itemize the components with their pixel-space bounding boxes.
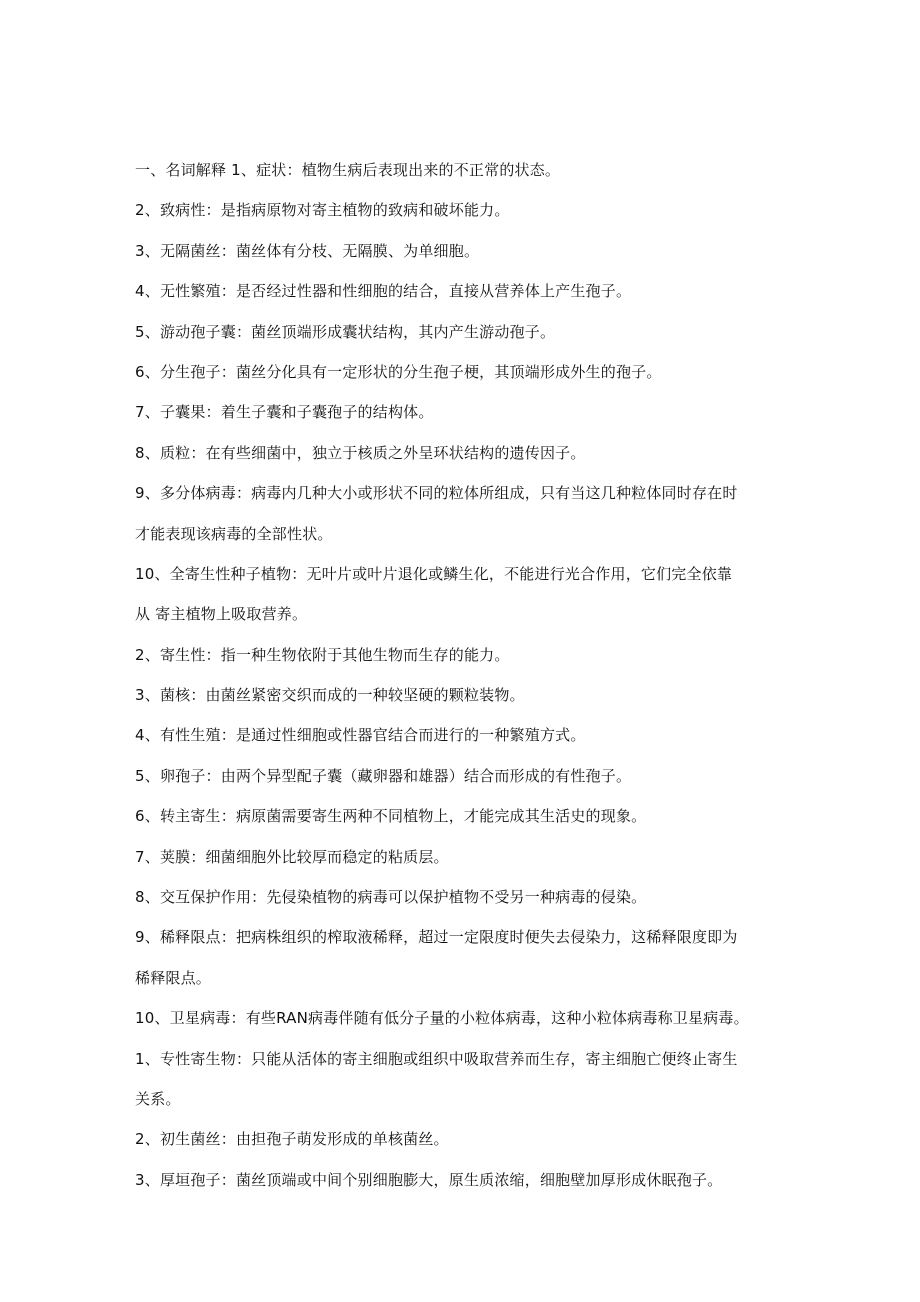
- text-line: 3、无隔菌丝：菌丝体有分枝、无隔膜、为单细胞。: [135, 241, 480, 260]
- text-line: 9、稀释限点：把病株组织的榨取液稀释，超过一定限度时便失去侵染力，这稀释限度即为: [135, 928, 738, 947]
- text-line: 3、厚垣孢子：菌丝顶端或中间个别细胞膨大，原生质浓缩，细胞壁加厚形成休眠孢子。: [135, 1170, 723, 1189]
- text-line: 2、寄生性：指一种生物依附于其他生物而生存的能力。: [135, 645, 510, 664]
- text-line: 5、卵孢子：由两个异型配子囊（藏卵器和雄器）结合而形成的有性孢子。: [135, 766, 632, 785]
- text-line: 才能表现该病毒的全部性状。: [135, 524, 333, 543]
- text-line: 9、多分体病毒：病毒内几种大小或形状不同的粒体所组成，只有当这几种粒体同时存在时: [135, 484, 738, 503]
- text-line: 关系。: [135, 1089, 181, 1108]
- text-line: 8、质粒：在有些细菌中，独立于核质之外呈环状结构的遗传因子。: [135, 443, 586, 462]
- text-line: 6、分生孢子：菌丝分化具有一定形状的分生孢子梗，其顶端形成外生的孢子。: [135, 362, 662, 381]
- text-line: 6、转主寄生：病原菌需要寄生两种不同植物上，才能完成其生活史的现象。: [135, 807, 647, 826]
- text-line: 7、荚膜：细菌细胞外比较厚而稳定的粘质层。: [135, 847, 449, 866]
- text-line: 2、初生菌丝：由担孢子萌发形成的单核菌丝。: [135, 1130, 449, 1149]
- text-line: 3、菌核：由菌丝紧密交织而成的一种较坚硬的颗粒装物。: [135, 686, 525, 705]
- text-line: 7、子囊果：着生子囊和子囊孢子的结构体。: [135, 403, 434, 422]
- text-line: 5、游动孢子囊：菌丝顶端形成囊状结构，其内产生游动孢子。: [135, 322, 556, 341]
- text-line: 2、致病性：是指病原物对寄主植物的致病和破坏能力。: [135, 201, 510, 220]
- text-line: 10、卫星病毒：有些RAN病毒伴随有低分子量的小粒体病毒，这种小粒体病毒称卫星病毒。: [135, 1009, 749, 1028]
- text-line: 稀释限点。: [135, 968, 212, 987]
- text-line: 1、专性寄生物：只能从活体的寄主细胞或组织中吸取营养而生存，寄主细胞亡便终止寄生: [135, 1049, 738, 1068]
- text-line: 一、名词解释 1、症状：植物生病后表现出来的不正常的状态。: [135, 161, 561, 179]
- text-line: 10、全寄生性种子植物：无叶片或叶片退化或鳞生化，不能进行光合作用，它们完全依靠: [135, 564, 733, 583]
- text-line: 8、交互保护作用：先侵染植物的病毒可以保护植物不受另一种病毒的侵染。: [135, 888, 647, 907]
- text-line: 4、有性生殖：是通过性细胞或性器官结合而进行的一种繁殖方式。: [135, 726, 586, 745]
- document-body: [135, 150, 795, 1200]
- text-line: 4、无性繁殖：是否经过性器和性细胞的结合，直接从营养体上产生孢子。: [135, 282, 632, 301]
- text-line: 从 寄主植物上吸取营养。: [135, 605, 308, 624]
